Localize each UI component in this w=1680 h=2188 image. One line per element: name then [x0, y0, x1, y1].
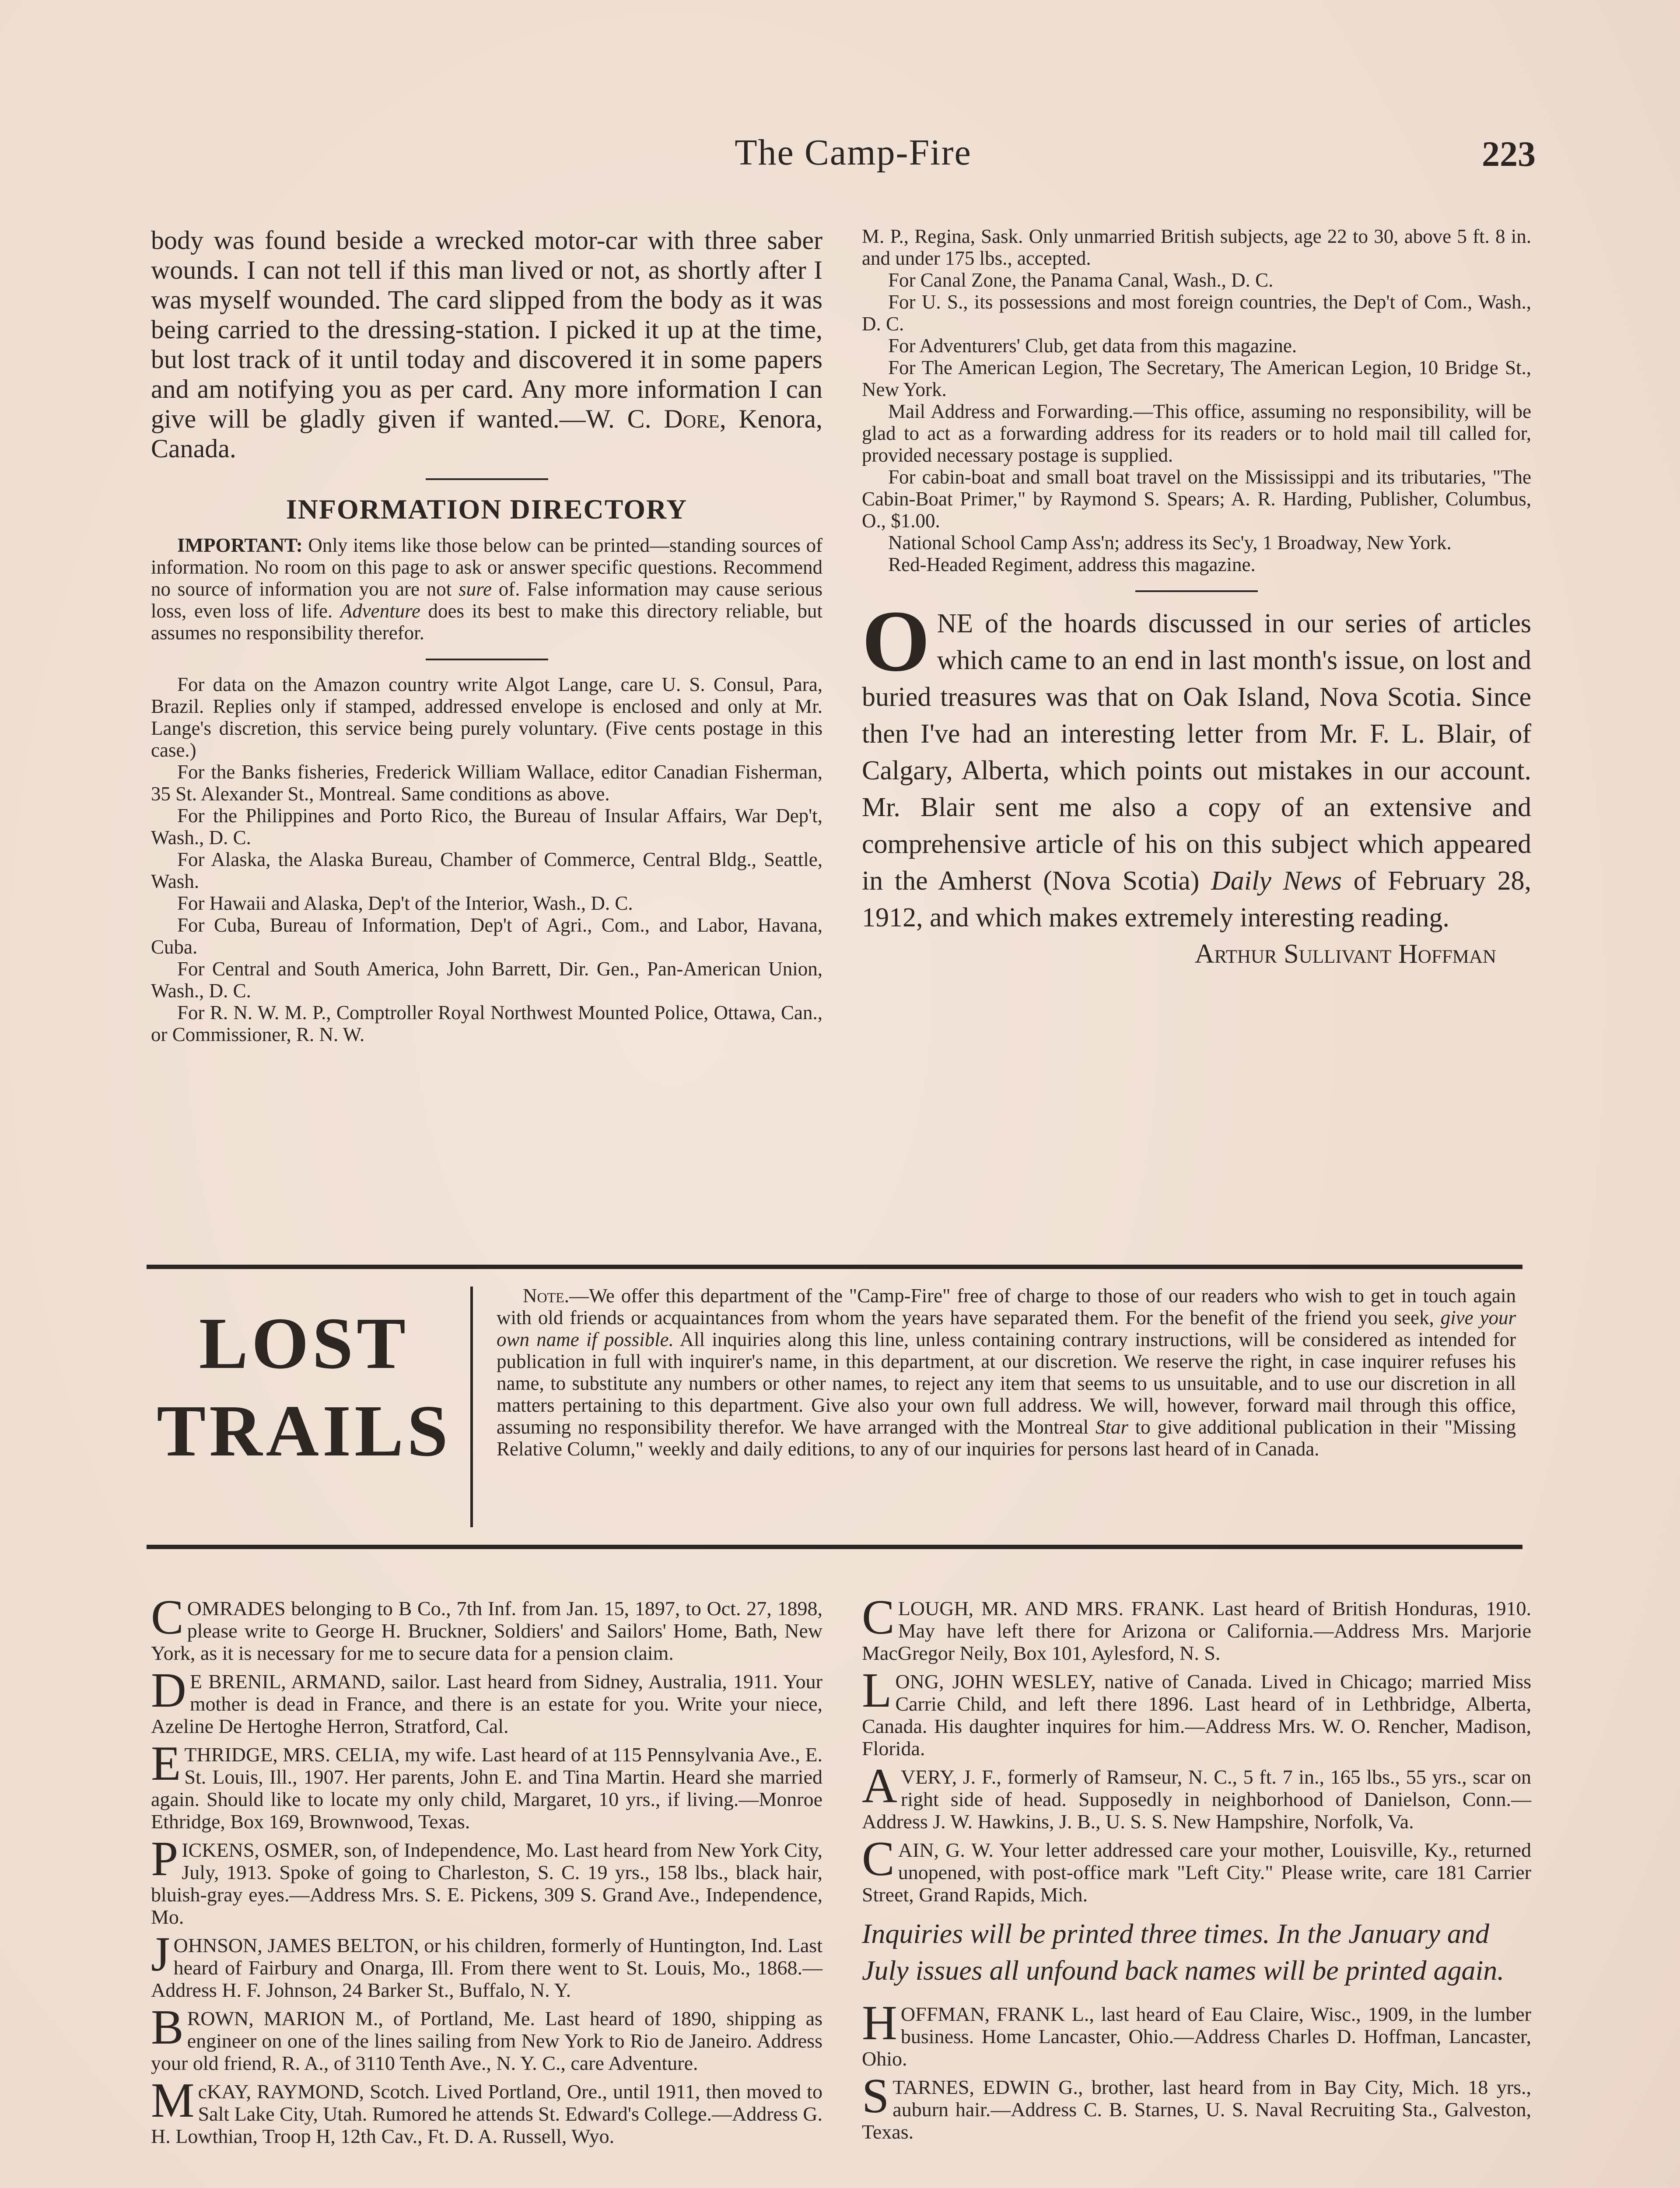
lost-trails-right-column	[862, 1590, 1531, 2149]
letter-signature: Dore	[664, 404, 720, 433]
lost-trails-entry: McKAY, RAYMOND, Scotch. Lived Portland, Ore., until 1911, then moved to Salt Lake City, Utah. Rumored he attends St. Edward's College.—Address G. H. Lowthian, Troop H, 12th Cav., Ft. D. A. Russell, Wyo.	[151, 2073, 822, 2147]
directory-item: For Cuba, Bureau of Information, Dep't of Agri., Com., and Labor, Havana, Cuba.	[151, 914, 822, 958]
running-header: The Camp-Fire	[735, 132, 972, 173]
divider-rule	[426, 478, 548, 480]
lost-trails-entry: JOHNSON, JAMES BELTON, or his children, formerly of Huntington, Ind. Last heard of Fairbury and Onarga, Ill. From there went to St. Louis, Mo., 1868.—Address H. F. Johnson, 24 Barker St., Buffalo, N. Y.	[151, 1927, 822, 2001]
lost-trails-entry: CLOUGH, MR. AND MRS. FRANK. Last heard of British Honduras, 1910. May have left there for Arizona or California.—Address Mrs. Marjorie MacGregor Neily, Box 101, Aylesford, N. S.	[862, 1590, 1531, 1664]
lost-trails-left-column	[151, 1590, 822, 2153]
right-column-top	[862, 225, 1531, 970]
directory-item: Red-Headed Regiment, address this magazine.	[888, 554, 1256, 575]
lost-trails-banner	[147, 1265, 1522, 1549]
directory-item: For U. S., its possessions and most foreign countries, the Dep't of Com., Wash., D. C.	[862, 291, 1531, 335]
lost-trails-entry: STARNES, EDWIN G., brother, last heard from in Bay City, Mich. 18 yrs., auburn hair.—Address C. B. Starnes, U. S. Naval Recruiting Sta., Galveston, Texas.	[862, 2069, 1531, 2143]
lost-trails-entry: PICKENS, OSMER, son, of Independence, Mo. Last heard from New York City, July, 1913. Spoke of going to Charleston, S. C. 19 yrs., 158 lbs., black hair, bluish-gray eyes.—Address Mrs. S. E. Pickens, 309 S. Grand Ave., Independence, Mo.	[151, 1832, 822, 1928]
banner-divider	[470, 1287, 473, 1527]
lost-trails-entry: BROWN, MARION M., of Portland, Me. Last heard of 1890, shipping as engineer on one of the lines sailing from New York to Rio de Janeiro. Address your old friend, R. A., of 3110 Tenth Ave., N. Y. C., care Adventure.	[151, 2000, 822, 2074]
directory-item: For Hawaii and Alaska, Dep't of the Interior, Wash., D. C.	[177, 892, 633, 914]
lost-trails-entry: ETHRIDGE, MRS. CELIA, my wife. Last heard of at 115 Pennsylvania Ave., E. St. Louis, Ill., 1907. Her parents, John E. and Tina Martin. Heard she married again. Should like to locate my only child, Margaret, 10 yrs., if living.—Monroe Ethridge, Box 169, Brownwood, Texas.	[151, 1736, 822, 1833]
lost-trails-note: Note.—We offer this department of the "Camp-Fire" free of charge to those of our readers who wish to get in touch again with old friends or acquaintances from whom the years have separated them. For the benefit of the friend you seek, give your own name if possible. All inquiries along this line, unless containing contrary instructions, will be considered as intended for publication in full with inquirer's name, in this department, at our discretion. We reserve the right, in case inquirer refuses his name, to substitute any numbers or other names, to reject any item that seems to us unsuitable, and to use our discretion in all matters pertaining to this department. Give also your own full address. We will, however, forward mail through this office, assuming no responsibility therefor. We have arranged with the Montreal Star to give additional publication in their "Missing Relative Column," weekly and daily editions, to any of our inquiries for persons last heard of in Canada.	[497, 1285, 1516, 1460]
directory-heading: INFORMATION DIRECTORY	[286, 494, 688, 525]
lost-trails-entry: LONG, JOHN WESLEY, native of Canada. Lived in Chicago; married Miss Carrie Child, and left there 1896. Last heard of in Lethbridge, Alberta, Canada. His daughter inquires for him.—Address Mrs. W. O. Rencher, Madison, Florida.	[862, 1663, 1531, 1760]
lost-trails-entry: D E BRENIL, ARMAND, sailor. Last heard from Sidney, Australia, 1911. Your mother is dead in France, and there is an estate for you. Write your niece, Azeline De Hertoghe Herron, Stratford, Cal.	[151, 1663, 822, 1737]
lost-trails-title: LOST TRAILS	[157, 1303, 452, 1472]
editorial-drop-cap: O	[862, 593, 930, 690]
directory-item: For cabin-boat and small boat travel on the Mississippi and its tributaries, "The Cabin-Boat Primer," by Raymond S. Spears; A. R. Harding, Publisher, Columbus, O., $1.00.	[862, 466, 1531, 532]
directory-item: For R. N. W. M. P., Comptroller Royal Northwest Mounted Police, Ottawa, Can., or Commissioner, R. N. W.	[151, 1002, 822, 1045]
directory-item: For The American Legion, The Secretary, The American Legion, 10 Bridge St., New York.	[862, 357, 1531, 400]
divider-rule	[1135, 590, 1258, 592]
directory-item: Mail Address and Forwarding.—This office, assuming no responsibility, will be glad to act as a forwarding address for its readers or to hold mail till called for, provided necessary postage is supplied.	[862, 400, 1531, 466]
editorial-paragraph: ONE of the hoards discussed in our series of articles which came to an end in last month's issue, on lost and buried treasures was that on Oak Island, Nova Scotia. Since then I've had an interesting letter from Mr. F. L. Blair, of Calgary, Alberta, which points out mistakes in our account. Mr. Blair sent me also a copy of an extensive and comprehensive article of his on this subject which appeared in the Amherst (Nova Scotia) Daily News of February 28, 1912, and which makes extremely interesting reading.	[862, 593, 1531, 933]
lost-trails-entry: AVERY, J. F., formerly of Ramseur, N. C., 5 ft. 7 in., 165 lbs., 55 yrs., scar on right side of head. Supposedly in neighborhood of Danielson, Conn.—Address J. W. Hawkins, J. B., U. S. S. New Hampshire, Norfolk, Va.	[862, 1759, 1531, 1833]
left-column-top	[151, 225, 822, 1045]
directory-item: For Adventurers' Club, get data from this magazine.	[888, 335, 1297, 357]
directory-item: For Alaska, the Alaska Bureau, Chamber of Commerce, Central Bldg., Seattle, Wash.	[151, 849, 822, 892]
directory-item: For Canal Zone, the Panama Canal, Wash., D. C.	[888, 269, 1274, 291]
lost-trails-entry: HOFFMAN, FRANK L., last heard of Eau Claire, Wisc., 1909, in the lumber business. Home Lancaster, Ohio.—Address Charles D. Hoffman, Lancaster, Ohio.	[862, 1996, 1531, 2070]
directory-item: National School Camp Ass'n; address its Sec'y, 1 Broadway, New York.	[888, 532, 1452, 554]
directory-item: M. P., Regina, Sask. Only unmarried British subjects, age 22 to 30, above 5 ft. 8 in. and under 175 lbs., accepted.	[862, 225, 1531, 269]
directory-list-continued	[862, 225, 1531, 575]
letter-conclusion: body was found beside a wrecked motor-car with three saber wounds. I can not tell if this man lived or not, as shortly after I was myself wounded. The card slipped from the body as it was being carried to the dressing-station. I picked it up at the time, but lost track of it until today and discovered it in some papers and am notifying you as per card. Any more information I can give will be gladly given if wanted.—W. C. Dore, Kenora, Canada.	[151, 226, 822, 463]
directory-item: For the Philippines and Porto Rico, the Bureau of Insular Affairs, War Dep't, Wash., D. C.	[151, 805, 822, 849]
directory-important: IMPORTANT: Only items like those below can be printed—standing sources of information. No room on this page to ask or answer specific questions. Recommend no source of information you are not sure of. False information may cause serious loss, even loss of life. Adventure does its best to make this directory reliable, but assumes no responsibility therefor.	[151, 534, 823, 644]
editorial-author: Arthur Sullivant Hoffman	[1194, 939, 1496, 969]
page-number: 223	[1482, 134, 1536, 174]
directory-item: For the Banks fisheries, Frederick William Wallace, editor Canadian Fisherman, 35 St. Alexander St., Montreal. Same conditions as above.	[151, 761, 822, 805]
directory-item: For data on the Amazon country write Algot Lange, care U. S. Consul, Para, Brazil. Replies only if stamped, addressed envelope is enclosed and only at Mr. Lange's discretion, this service being purely voluntary. (Five cents postage in this case.)	[151, 673, 822, 761]
lost-trails-entry: CAIN, G. W. Your letter addressed care your mother, Louisville, Ky., returned unopened, with post-office mark "Left City." Please write, care 181 Carrier Street, Grand Rapids, Mich.	[862, 1832, 1531, 1906]
divider-rule	[426, 659, 548, 660]
directory-item: For Central and South America, John Barrett, Dir. Gen., Pan-American Union, Wash., D. C.	[151, 958, 822, 1002]
directory-list	[151, 673, 822, 1045]
inquiries-note: Inquiries will be printed three times. In the January and July issues all unfound back names will be printed again.	[862, 1918, 1505, 1986]
lost-trails-entry: COMRADES belonging to B Co., 7th Inf. from Jan. 15, 1897, to Oct. 27, 1898, please write to George H. Bruckner, Soldiers' and Sailors' Home, Bath, New York, as it is necessary for me to secure data for a pension claim.	[151, 1590, 822, 1664]
